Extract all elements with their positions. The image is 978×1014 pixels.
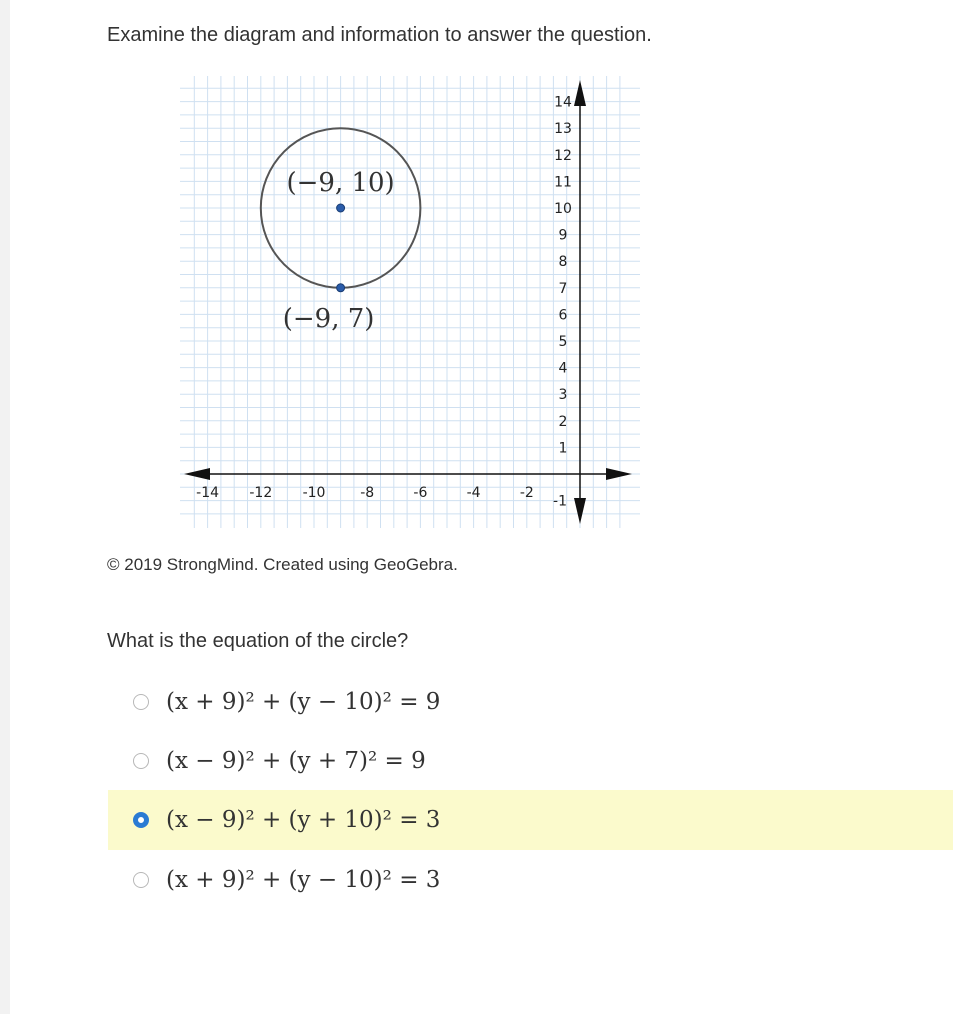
y-tick-label: 14 bbox=[554, 94, 572, 111]
answer-choice-b[interactable] bbox=[108, 731, 953, 791]
y-tick-label: 6 bbox=[558, 307, 568, 324]
y-axis-down-arrow bbox=[574, 498, 586, 524]
x-tick-label: -14 bbox=[196, 485, 220, 501]
y-tick-label: 3 bbox=[558, 387, 568, 404]
coordinate-graph bbox=[180, 76, 640, 528]
y-tick-label: 11 bbox=[554, 174, 572, 191]
y-tick-label: 13 bbox=[554, 121, 572, 138]
radio-button-b[interactable] bbox=[133, 753, 149, 769]
y-tick-label: 2 bbox=[558, 413, 568, 430]
center-point bbox=[337, 204, 345, 212]
x-axis-left-arrow bbox=[184, 468, 210, 480]
instructions-text: Examine the diagram and information to answer the question. bbox=[107, 24, 652, 46]
y-tick-label: 12 bbox=[554, 147, 572, 164]
choice-c-equation: (x − 9)² + (y + 10)² = 3 bbox=[166, 807, 441, 833]
x-tick-label: -12 bbox=[249, 485, 273, 501]
graph-svg bbox=[180, 76, 640, 528]
x-tick-label: -6 bbox=[413, 485, 428, 501]
question-text: What is the equation of the circle? bbox=[107, 630, 409, 652]
x-tick-label: -10 bbox=[302, 485, 326, 501]
y-tick-label: 5 bbox=[558, 334, 568, 350]
x-tick-label: -4 bbox=[466, 485, 481, 501]
y-tick-label: 4 bbox=[558, 360, 568, 377]
center-point-label: (−9, 10) bbox=[286, 168, 395, 198]
radio-button-c[interactable] bbox=[133, 812, 149, 828]
x-tick-label: -2 bbox=[519, 485, 534, 501]
y-tick-label: 9 bbox=[558, 227, 568, 244]
choice-d-equation: (x + 9)² + (y − 10)² = 3 bbox=[166, 867, 441, 893]
choice-b-equation: (x − 9)² + (y + 7)² = 9 bbox=[166, 748, 426, 774]
left-border-strip bbox=[0, 0, 10, 1014]
answer-choice-d[interactable] bbox=[108, 850, 953, 910]
radio-button-a[interactable] bbox=[133, 694, 149, 710]
radio-button-d[interactable] bbox=[133, 872, 149, 888]
circle-point bbox=[337, 284, 345, 292]
x-tick-label: -8 bbox=[360, 485, 375, 501]
y-tick-label: 8 bbox=[558, 254, 568, 271]
answer-choice-c[interactable] bbox=[108, 790, 953, 850]
y-tick-label-negative: -1 bbox=[553, 493, 567, 510]
circle-point-label: (−9, 7) bbox=[282, 303, 375, 334]
answer-choice-a[interactable] bbox=[108, 672, 953, 732]
y-tick-label: 10 bbox=[554, 201, 572, 217]
y-tick-label: 1 bbox=[558, 440, 568, 457]
x-axis-right-arrow bbox=[606, 468, 632, 480]
choice-a-equation: (x + 9)² + (y − 10)² = 9 bbox=[166, 689, 441, 715]
copyright-credit: © 2019 StrongMind. Created using GeoGebra. bbox=[107, 555, 458, 574]
y-tick-label: 7 bbox=[558, 280, 568, 297]
y-axis-up-arrow bbox=[574, 80, 586, 106]
